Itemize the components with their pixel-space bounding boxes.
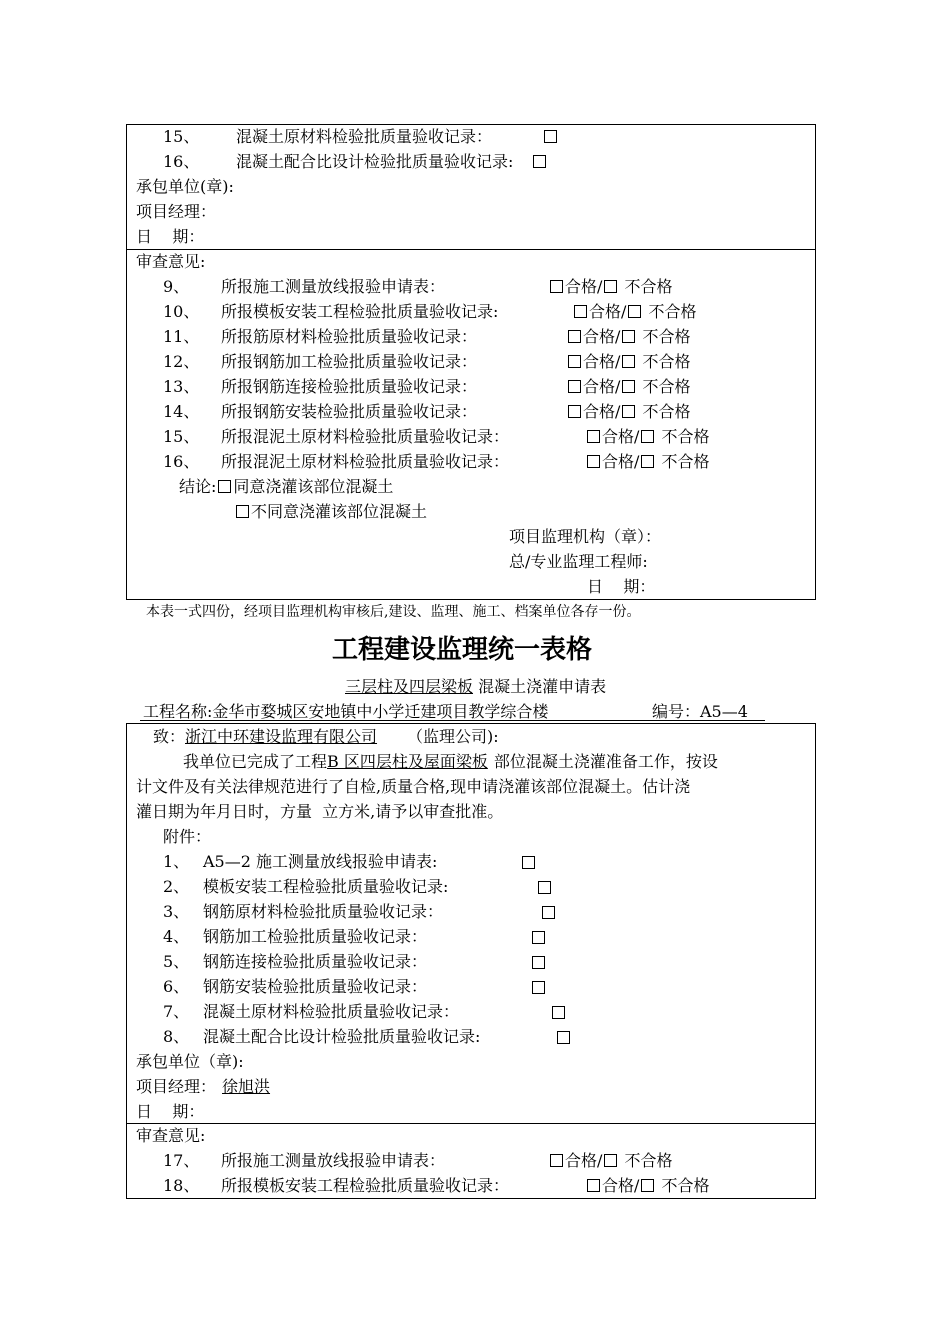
checkbox-icon[interactable] xyxy=(622,355,635,368)
checkbox-icon[interactable] xyxy=(542,906,555,919)
checkbox-icon[interactable] xyxy=(641,430,654,443)
bottom-form-divider xyxy=(126,1123,815,1124)
checkbox-icon[interactable] xyxy=(550,280,563,293)
form-subtitle: 三层柱及四层梁板 混凝土浇灌申请表 xyxy=(345,677,607,696)
review-result: 合格/ 不合格 xyxy=(566,326,691,348)
manager-line: 项目经理： 徐旭洪 xyxy=(136,1077,271,1096)
checkbox-icon[interactable] xyxy=(532,931,545,944)
manager-name: 徐旭洪 xyxy=(222,1077,271,1096)
checkbox-icon[interactable] xyxy=(622,330,635,343)
application-paragraph-line1: 我单位已完成了工程B 区四层柱及屋面梁板 部位混凝土浇灌准备工作，按设 xyxy=(183,752,718,771)
project-underline xyxy=(140,720,765,721)
top-attachment-row: 15、 混凝土原材料检验批质量验收记录： xyxy=(163,126,559,148)
date-label: 日 期： xyxy=(587,577,656,596)
checkbox-icon[interactable] xyxy=(622,405,635,418)
review-result: 合格/ 不合格 xyxy=(585,426,710,448)
addressee-line: 致：浙江中环建设监理有限公司 （监理公司): xyxy=(153,727,499,746)
checkbox-icon[interactable] xyxy=(552,1006,565,1019)
checkbox-icon[interactable] xyxy=(568,380,581,393)
review-row: 9、 所报施工测量放线报验申请表： xyxy=(163,277,446,296)
checkbox-icon[interactable] xyxy=(544,130,557,143)
review-label: 审查意见: xyxy=(136,252,206,271)
conclusion-disagree: 不同意浇灌该部位混凝土 xyxy=(234,501,427,523)
contractor-label: 承包单位(章): xyxy=(136,177,234,196)
review-row: 13、 所报钢筋连接检验批质量验收记录： xyxy=(163,377,478,396)
review-result: 合格/ 不合格 xyxy=(548,276,673,298)
form-code: 编号：A5—4 xyxy=(652,702,748,721)
attachment-row: 1、 A5—2 施工测量放线报验申请表: xyxy=(163,852,438,871)
checkbox-icon[interactable] xyxy=(533,155,546,168)
review-row: 15、 所报混泥土原材料检验批质量验收记录： xyxy=(163,427,510,446)
chief-engineer-label: 总/专业监理工程师: xyxy=(509,552,648,571)
checkbox-icon[interactable] xyxy=(532,956,545,969)
checkbox-icon[interactable] xyxy=(628,305,641,318)
checkbox-icon[interactable] xyxy=(604,1154,617,1167)
review-result: 合格/ 不合格 xyxy=(585,1175,710,1197)
date-label: 日 期： xyxy=(136,1102,205,1121)
checkbox-icon[interactable] xyxy=(568,355,581,368)
checkbox-icon[interactable] xyxy=(568,405,581,418)
application-paragraph-line3: 灌日期为年月日时，方量 立方米,请予以审查批准。 xyxy=(136,802,504,821)
checkbox-icon[interactable] xyxy=(574,305,587,318)
application-paragraph-line2: 计文件及有关法律规范进行了自检,质量合格,现申请浇灌该部位混凝土。估计浇 xyxy=(136,777,691,796)
review-result: 合格/ 不合格 xyxy=(566,351,691,373)
checkbox-icon[interactable] xyxy=(532,981,545,994)
checkbox-icon[interactable] xyxy=(218,480,231,493)
checkbox-icon[interactable] xyxy=(604,280,617,293)
attachment-row: 8、 混凝土配合比设计检验批质量验收记录: xyxy=(163,1027,481,1046)
supervision-org-label: 项目监理机构（章）： xyxy=(509,527,662,546)
manager-label: 项目经理： xyxy=(136,202,217,221)
contractor-label: 承包单位（章): xyxy=(136,1052,244,1071)
review-row: 12、 所报钢筋加工检验批质量验收记录： xyxy=(163,352,478,371)
page-title: 工程建设监理统一表格 xyxy=(332,635,593,665)
review-row: 16、 所报混泥土原材料检验批质量验收记录： xyxy=(163,452,510,471)
checkbox-icon[interactable] xyxy=(236,505,249,518)
attachment-row: 6、 钢筋安装检验批质量验收记录： xyxy=(163,977,428,996)
review-result: 合格/ 不合格 xyxy=(572,301,697,323)
checkbox-icon[interactable] xyxy=(568,330,581,343)
attachment-row: 3、 钢筋原材料检验批质量验收记录： xyxy=(163,902,444,921)
checkbox-icon[interactable] xyxy=(587,430,600,443)
footnote: 本表一式四份，经项目监理机构审核后,建设、监理、施工、档案单位各存一份。 xyxy=(146,604,641,620)
attachments-label: 附件： xyxy=(163,827,212,846)
attachment-row: 7、 混凝土原材料检验批质量验收记录： xyxy=(163,1002,460,1021)
attachment-row: 2、 模板安装工程检验批质量验收记录: xyxy=(163,877,449,896)
review-row: 18、 所报模板安装工程检验批质量验收记录： xyxy=(163,1176,510,1195)
checkbox-icon[interactable] xyxy=(587,1179,600,1192)
checkbox-icon[interactable] xyxy=(550,1154,563,1167)
review-row: 11、 所报筋原材料检验批质量验收记录： xyxy=(163,327,478,346)
checkbox-icon[interactable] xyxy=(641,1179,654,1192)
review-row: 14、 所报钢筋安装检验批质量验收记录： xyxy=(163,402,478,421)
conclusion-agree: 结论: 同意浇灌该部位混凝土 xyxy=(179,477,394,496)
checkbox-icon[interactable] xyxy=(522,856,535,869)
top-attachment-row: 16、 混凝土配合比设计检验批质量验收记录: xyxy=(163,151,548,173)
attachment-row: 5、 钢筋连接检验批质量验收记录： xyxy=(163,952,428,971)
checkbox-icon[interactable] xyxy=(557,1031,570,1044)
checkbox-icon[interactable] xyxy=(641,455,654,468)
checkbox-icon[interactable] xyxy=(538,881,551,894)
review-result: 合格/ 不合格 xyxy=(566,376,691,398)
checkbox-icon[interactable] xyxy=(587,455,600,468)
review-result: 合格/ 不合格 xyxy=(548,1150,673,1172)
review-label: 审查意见: xyxy=(136,1126,206,1145)
project-name-line: 工程名称:金华市婺城区安地镇中小学迁建项目教学综合楼 xyxy=(143,702,549,721)
review-result: 合格/ 不合格 xyxy=(585,451,710,473)
date-label: 日 期： xyxy=(136,227,205,246)
attachment-row: 4、 钢筋加工检验批质量验收记录： xyxy=(163,927,428,946)
review-row: 17、 所报施工测量放线报验申请表： xyxy=(163,1151,446,1170)
top-form-divider xyxy=(126,249,815,250)
review-result: 合格/ 不合格 xyxy=(566,401,691,423)
checkbox-icon[interactable] xyxy=(622,380,635,393)
review-row: 10、 所报模板安装工程检验批质量验收记录: xyxy=(163,302,499,321)
